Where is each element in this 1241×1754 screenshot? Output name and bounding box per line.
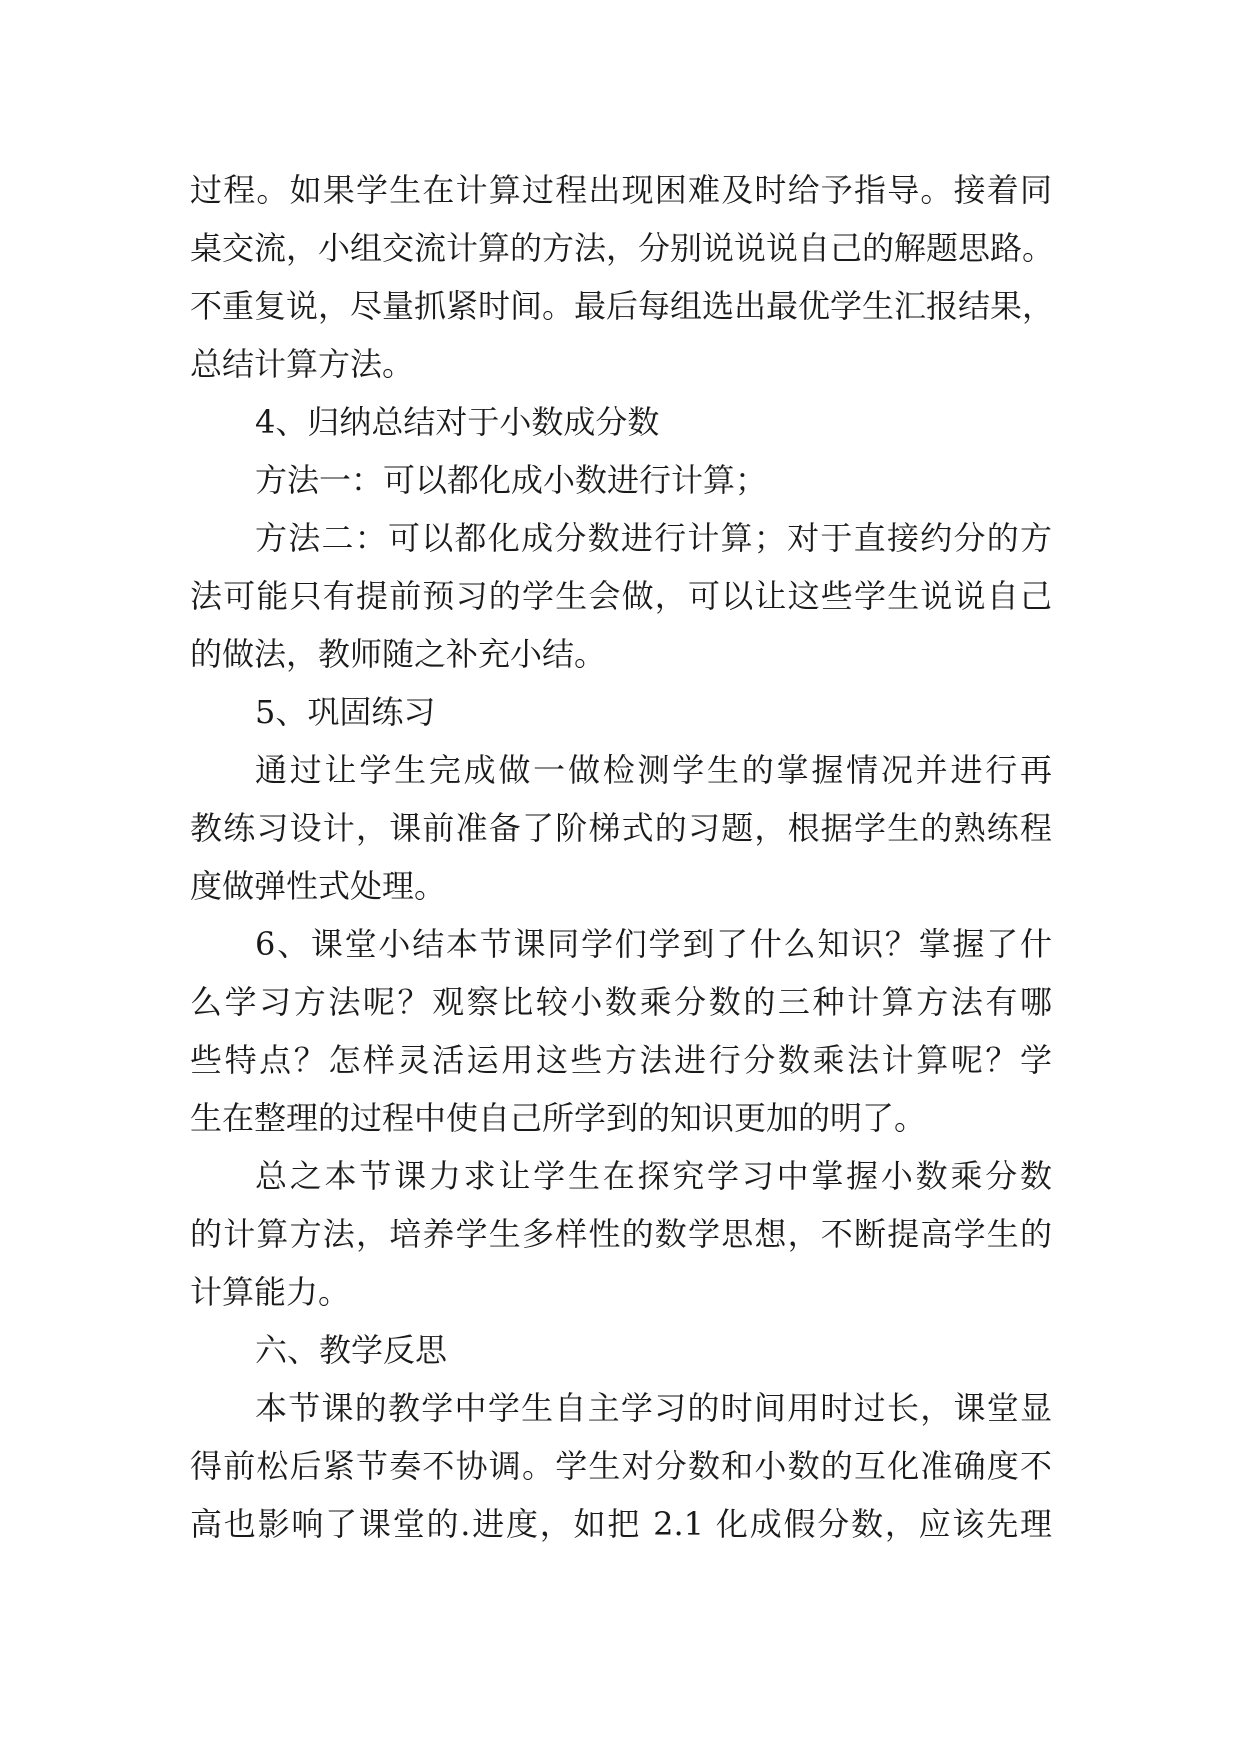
text-line: 法可能只有提前预习的学生会做，可以让这些学生说说自己 — [190, 577, 1052, 615]
text-line: 不重复说，尽量抓紧时间。最后每组选出最优学生汇报结果， — [190, 287, 1055, 325]
text-line: 得前松后紧节奏不协调。学生对分数和小数的互化准确度不 — [190, 1447, 1052, 1485]
text-line: 高也影响了课堂的.进度，如把 2.1 化成假分数，应该先理 — [190, 1505, 1052, 1543]
text-line: 方法二：可以都化成分数进行计算；对于直接约分的方 — [255, 519, 1052, 557]
text-line: 生在整理的过程中使自己所学到的知识更加的明了。 — [190, 1099, 927, 1137]
text-line: 的做法，教师随之补充小结。 — [190, 635, 607, 673]
text-line: 总结计算方法。 — [190, 345, 415, 383]
section-heading: 5、巩固练习 — [255, 693, 436, 731]
text-line: 本节课的教学中学生自主学习的时间用时过长，课堂显 — [255, 1389, 1052, 1427]
text-line: 度做弹性式处理。 — [190, 867, 447, 905]
text-line: 过程。如果学生在计算过程出现困难及时给予指导。接着同 — [190, 171, 1052, 209]
text-line: 方法一：可以都化成小数进行计算； — [255, 461, 768, 499]
text-line: 桌交流，小组交流计算的方法，分别说说说自己的解题思路。 — [190, 229, 1055, 267]
text-line: 些特点？怎样灵活运用这些方法进行分数乘法计算呢？学 — [190, 1041, 1052, 1079]
text-line: 6、课堂小结本节课同学们学到了什么知识？掌握了什 — [255, 925, 1052, 963]
text-line: 么学习方法呢？观察比较小数乘分数的三种计算方法有哪 — [190, 983, 1052, 1021]
text-line: 计算能力。 — [190, 1273, 351, 1311]
text-line: 通过让学生完成做一做检测学生的掌握情况并进行再 — [255, 751, 1052, 789]
text-line: 的计算方法，培养学生多样性的数学思想，不断提高学生的 — [190, 1215, 1052, 1253]
section-heading: 六、教学反思 — [255, 1331, 448, 1369]
text-line: 总之本节课力求让学生在探究学习中掌握小数乘分数 — [255, 1157, 1052, 1195]
text-line: 教练习设计，课前准备了阶梯式的习题，根据学生的熟练程 — [190, 809, 1052, 847]
section-heading: 4、归纳总结对于小数成分数 — [255, 403, 660, 441]
